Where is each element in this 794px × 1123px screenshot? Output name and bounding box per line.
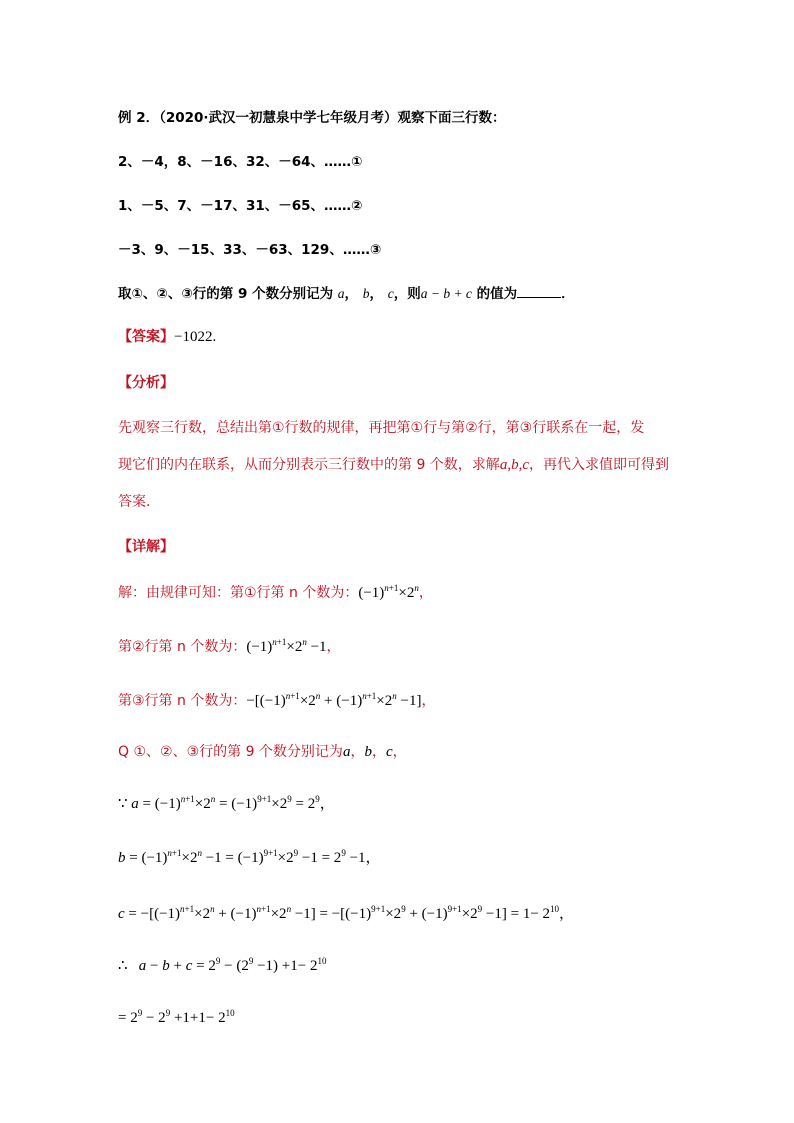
- detail-step-2: [118, 636, 341, 656]
- therefore-sign-2: ∴: [118, 958, 128, 974]
- step-1-formula: $(-1)^{n+1}\times 2^n$: [358, 583, 419, 601]
- question-title: 例 2．（2020·武汉一初慧泉中学七年级月考）观察下面三行数：: [118, 110, 506, 126]
- sequence-row-3: －3、9、－15、33、－63、129、……③: [118, 242, 382, 258]
- analysis-line-2: [118, 454, 669, 474]
- detail-step-1: [118, 582, 433, 602]
- answer-section: [118, 326, 216, 346]
- eq-c-sep: ，: [559, 906, 575, 922]
- detail-eq-b: $b = (-1)^{n+1}\times 2^n -1 = (-1)^{9+1}\times 2^9 -1 = 2^9 -1$，: [118, 848, 381, 866]
- answer-value: −1022.: [174, 329, 217, 345]
- prompt-then: ，则: [393, 286, 421, 302]
- answer-blank: [517, 285, 561, 298]
- step-4-text: Q ①、②、③行的第 9 个数分别记为: [118, 744, 343, 760]
- prompt-text: 取①、②、③行的第 9 个数分别记为: [118, 286, 334, 302]
- detail-step-3: [118, 690, 435, 710]
- answer-tag: 【答案】: [118, 329, 174, 345]
- therefore-sign: ∵: [118, 796, 128, 812]
- question-prompt: 取①、②、③行的第 9 个数分别记为 a， b， c，则a − b + c 的值为 ．: [118, 286, 575, 302]
- step-1-text: 解：由规律可知：第①行第 n 个数为：: [118, 585, 359, 601]
- detail-eq-c: $c = -[(-1)^{n+1}\times 2^n + (-1)^{n+1}\times 2^n -1] = -[(-1)^{9+1}\times 2^9 + (-1)^{9+1}\times 2^9 -1] = 1- 2^{10}$，: [118, 904, 575, 922]
- prompt-end: ．: [561, 286, 575, 302]
- detail-step-4: Q ①、②、③行的第 9 个数分别记为a，b，c，: [118, 744, 407, 760]
- detail-eq-sum: ∴ $a - b + c = 2^9 - (2^9 -1) +1- 2^{10}$: [118, 956, 327, 974]
- analysis-line-1: 先观察三行数，总结出第①行数的规律，再把第①行与第②行，第③行联系在一起，发: [118, 420, 645, 436]
- analysis-vars: a,b,c: [499, 457, 529, 473]
- analysis-line-2b: ，再代入求值即可得到: [528, 457, 669, 473]
- step-2-formula: $(-1)^{n+1}\times 2^n -1$: [246, 637, 327, 655]
- var-a: a: [337, 286, 345, 301]
- expression: a − b + c: [420, 286, 472, 301]
- step-4-c: c: [385, 744, 393, 760]
- detail-eq-a: ∵ $a = (-1)^{n+1}\times 2^n = (-1)^{9+1}\times 2^9 = 2^9$，: [118, 794, 335, 812]
- var-c: c: [387, 286, 394, 301]
- prompt-value: 的值为: [476, 286, 518, 302]
- step-3-formula: $-[(-1)^{n+1}\times 2^n + (-1)^{n+1}\times 2^n -1]$: [246, 691, 422, 709]
- analysis-line-2a: 现它们的内在联系，从而分别表示三行数中的第 9 个数，求解: [118, 457, 500, 473]
- var-b: b: [362, 286, 370, 301]
- step-2-text: 第②行第 n 个数为：: [118, 639, 247, 655]
- eq-b-sep: ，: [365, 850, 381, 866]
- eq-a-sep: ，: [319, 796, 335, 812]
- step-3-text: 第③行第 n 个数为：: [118, 693, 247, 709]
- step-2-sep: ，: [326, 639, 341, 655]
- step-1-sep: ，: [418, 585, 433, 601]
- detail-tag: 【详解】: [118, 539, 174, 555]
- step-4-a: a: [342, 744, 351, 760]
- step-4-b: b: [364, 744, 372, 760]
- step-3-sep: ，: [421, 693, 436, 709]
- sequence-row-1: 2、－4，8、－16、32、－64、……①: [118, 154, 363, 170]
- analysis-line-3: 答案．: [118, 494, 160, 510]
- detail-eq-expand: = $2^9 - 2^9 +1+1- 2^{10}$: [118, 1008, 235, 1026]
- sequence-row-2: 1、－5、7、－17、31、－65、……②: [118, 198, 363, 214]
- analysis-tag: 【分析】: [118, 375, 174, 391]
